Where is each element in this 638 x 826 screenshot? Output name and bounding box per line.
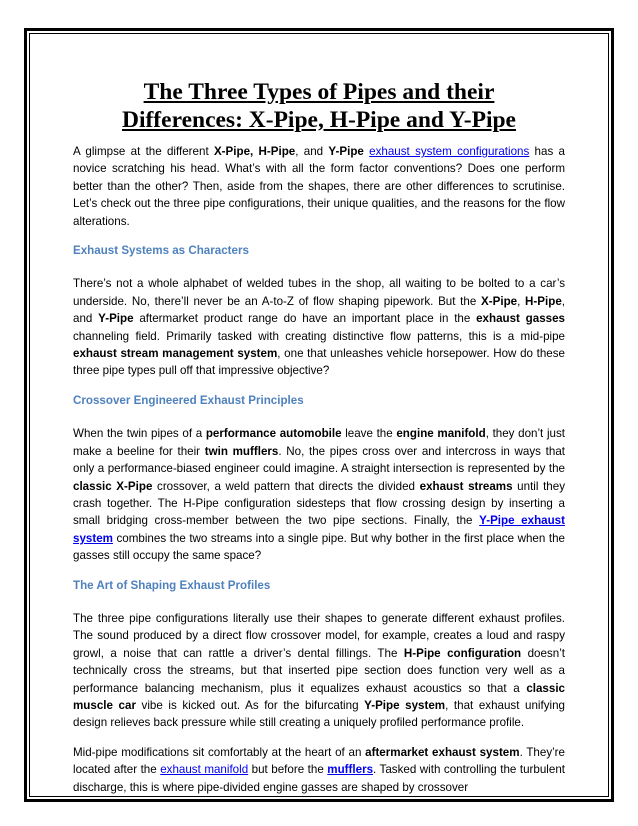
section-1-paragraph (73, 275, 565, 379)
text-run: A glimpse at the different (73, 145, 214, 158)
document-body (73, 78, 565, 796)
bold-run: classic muscle car (73, 681, 565, 712)
title-line-2: Differences: X-Pipe, H-Pipe and Y-Pipe (121, 107, 516, 133)
section-heading-characters: Exhaust Systems as Characters (73, 244, 249, 258)
text-run: but before the (248, 763, 328, 777)
text-run: , one that unleashes vehicle horsepower. How do these three pipe types pull off that impressive objective? (73, 347, 566, 378)
exhaust-system-configurations-link[interactable]: exhaust system configurations (369, 145, 530, 158)
document-title (73, 78, 565, 134)
bold-run: engine manifold (396, 427, 486, 441)
mufflers-link[interactable]: mufflers (327, 763, 374, 777)
bold-run: H-Pipe configuration (403, 646, 522, 660)
text-run: There’s not a whole alphabet of welded tubes in the shop, all waiting to be bolted to a car’s underside. No, there’ll never be an A-to-Z of flow shaping pipework. But the (73, 277, 565, 308)
text-run: has a novice scratching his head. What’s with all the form factor conventions? Does one perform better than the other? Then, aside from the shapes, there are other differences to scrutinise. Let’s check out the three pipe configurations, their unique qualities, and the reasons for the flow alterations. (73, 145, 565, 228)
bold-run: Y-Pipe (98, 312, 134, 326)
section-heading-art: The Art of Shaping Exhaust Profiles (73, 578, 271, 592)
bold-run: exhaust stream management system (73, 347, 278, 361)
intro-paragraph (73, 143, 565, 230)
text-run: . They’re located after the (73, 745, 565, 777)
y-pipe-exhaust-system-link[interactable]: Y-Pipe exhaust system (73, 514, 565, 545)
text-run: doesn’t technically cross the streams, but that inserted pipe section does function very well as a performance balancing mechanism, plus it equalizes exhaust acoustics so that a (73, 646, 565, 695)
bold-run: performance automobile (205, 427, 342, 441)
text-run: . No, the pipes cross over and intercross in ways that only a performance-biased engineer could imagine. A straight intersection is represented by the (73, 444, 565, 476)
bold-run: H-Pipe (525, 294, 562, 308)
text-run: channeling field. Primarily tasked with creating distinctive flow patterns, this is a mid-pipe (73, 329, 565, 343)
section-heading-crossover: Crossover Engineered Exhaust Principles (73, 393, 304, 407)
text-run: , and (295, 145, 329, 158)
text-run: until they crash together. The H-Pipe configuration sidesteps that flow crossing design by inserting a small bridging cross-member between the two pipe sections. Finally, the (73, 479, 565, 528)
text-run: leave the (341, 427, 397, 441)
bold-run: exhaust streams (419, 479, 513, 493)
bold-run: aftermarket exhaust system (365, 745, 520, 759)
text-run: The three pipe configurations literally use their shapes to generate different exhaust profiles. The sound produced by a direct flow crossover model, for example, creates a loud and raspy growl, a noise that can rattle a driver’s dental fillings. The (73, 611, 565, 660)
text-run: When the twin pipes of a (73, 427, 206, 441)
text-run: crossover, a weld pattern that directs the divided (152, 479, 420, 493)
bold-run: classic X-Pipe (73, 479, 153, 493)
bold-run: X-Pipe (481, 294, 518, 308)
section-3-paragraph-2 (73, 744, 565, 796)
section-3-paragraph-1 (73, 610, 565, 732)
text-run: aftermarket product range do have an important place in the (133, 312, 477, 326)
text-run: , that exhaust unifying design relieves back pressure while still creating a uniquely profiled performance profile. (73, 698, 565, 730)
bold-run: exhaust gasses (476, 312, 565, 326)
text-run: Mid-pipe modifications sit comfortably at the heart of an (73, 745, 366, 759)
bold-run: twin mufflers (204, 444, 279, 458)
section-2-paragraph (73, 425, 565, 564)
text-run: . Tasked with controlling the turbulent discharge, this is where pipe-divided engine gasses are shaped by crossover (73, 763, 565, 794)
text-run: vibe is kicked out. As for the bifurcating (135, 698, 365, 712)
text-run: , (517, 294, 526, 308)
title-line-1: The Three Types of Pipes and their (143, 79, 495, 105)
text-run: , they don’t just make a beeline for their (73, 427, 565, 458)
bold-run: Y-Pipe system (364, 698, 446, 712)
exhaust-manifold-link[interactable]: exhaust manifold (160, 763, 249, 777)
text-run: combines the two streams into a single pipe. But why bother in the first place when the gasses still occupy the same space? (73, 531, 565, 563)
bold-run: X-Pipe, H-Pipe (213, 145, 296, 158)
text-run: , and (73, 294, 565, 326)
bold-run: Y-Pipe (328, 145, 364, 158)
